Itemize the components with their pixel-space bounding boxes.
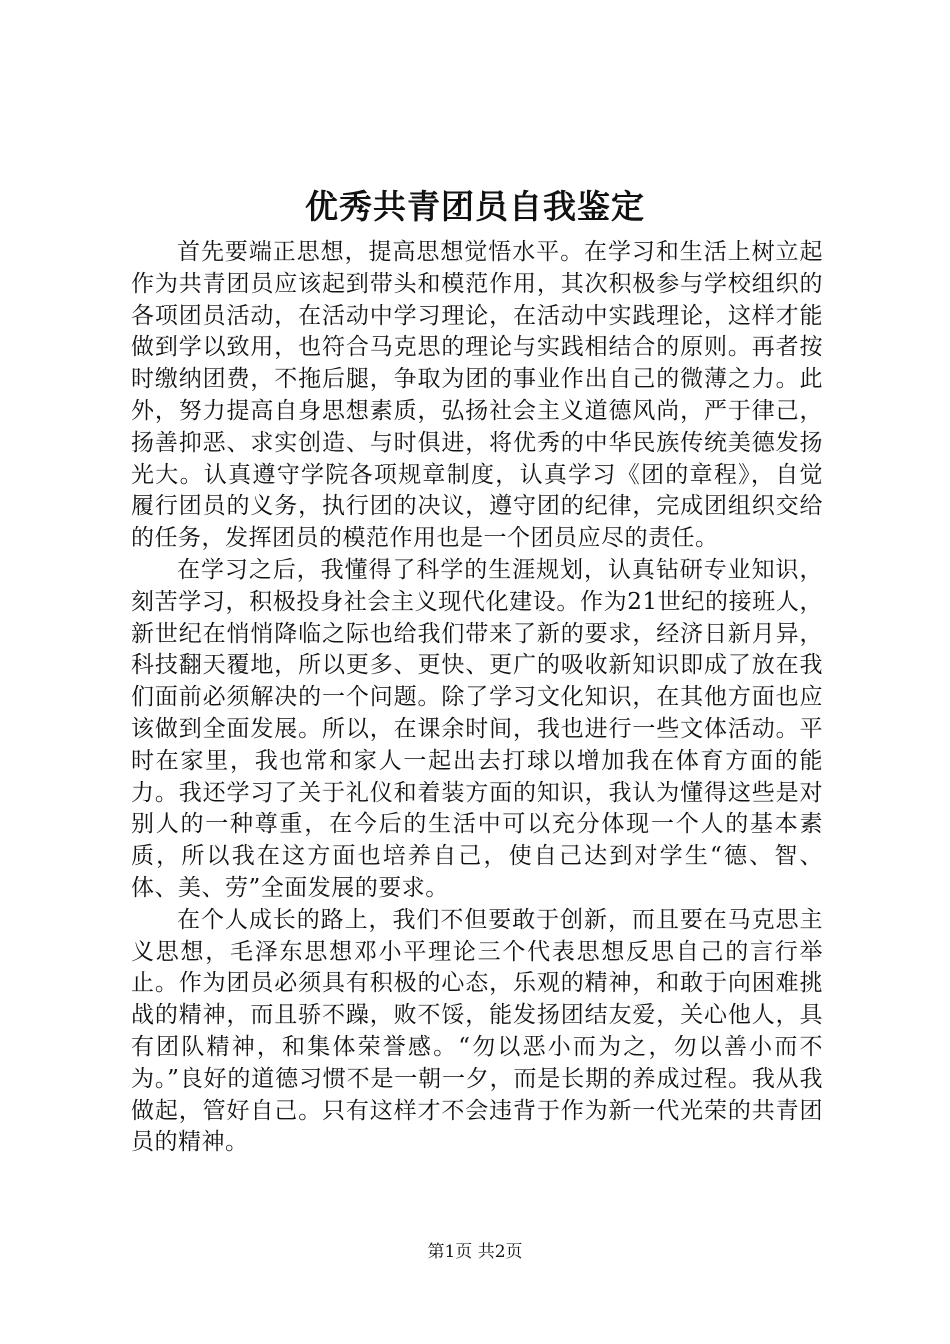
paragraph-1: 首先要端正思想，提高思想觉悟水平。在学习和生活上树立起作为共青团员应该起到带头和模范作用，其次积极参与学校组织的各项团员活动，在活动中学习理论，在活动中实践理论，这样才能做到学以致用，也符合马克思的理论与实践相结合的原则。再者按时缴纳团费，不拖后腿，争取为团的事业作出自己的微薄之力。此外，努力提高自身思想素质，弘扬社会主义道德风尚，严于律己，扬善抑恶、求实创造、与时俱进，将优秀的中华民族传统美德发扬光大。认真遵守学院各项规章制度，认真学习《团的章程》，自觉履行团员的义务，执行团的决议，遵守团的纪律，完成团组织交给的任务，发挥团员的模范作用也是一个团员应尽的责任。 xyxy=(131,239,823,552)
paragraph-2: 在学习之后，我懂得了科学的生涯规划，认真钻研专业知识，刻苦学习，积极投身社会主义现代化建设。作为21世纪的接班人，新世纪在悄悄降临之际也给我们带来了新的要求，经济日新月异，科技翻天覆地，所以更多、更快、更广的吸收新知识即成了放在我们面前必须解决的一个问题。除了学习文化知识，在其他方面也应该做到全面发展。所以，在课余时间，我也进行一些文体活动。平时在家里，我也常和家人一起出去打球以增加我在体育方面的能力。我还学习了关于礼仪和着装方面的知识，我认为懂得这些是对别人的一种尊重，在今后的生活中可以充分体现一个人的基本素质，所以我在这方面也培养自己，使自己达到对学生“德、智、体、美、劳”全面发展的要求。 xyxy=(131,556,823,901)
document-body xyxy=(131,237,823,1159)
paragraph-3: 在个人成长的路上，我们不但要敢于创新，而且要在马克思主义思想，毛泽东思想邓小平理论三个代表思想反思自己的言行举止。作为团员必须具有积极的心态，乐观的精神，和敢于向困难挑战的精神，而且骄不躁，败不馁，能发扬团结友爱，关心他人，具有团队精神，和集体荣誉感。“勿以恶小而为之，勿以善小而不为。”良好的道德习惯不是一朝一夕，而是长期的养成过程。我从我做起，管好自己。只有这样才不会违背于作为新一代光荣的共青团员的精神。 xyxy=(131,906,823,1156)
page-footer: 第1页 共2页 xyxy=(427,1242,523,1262)
document-title: 优秀共青团员自我鉴定 xyxy=(305,187,645,226)
